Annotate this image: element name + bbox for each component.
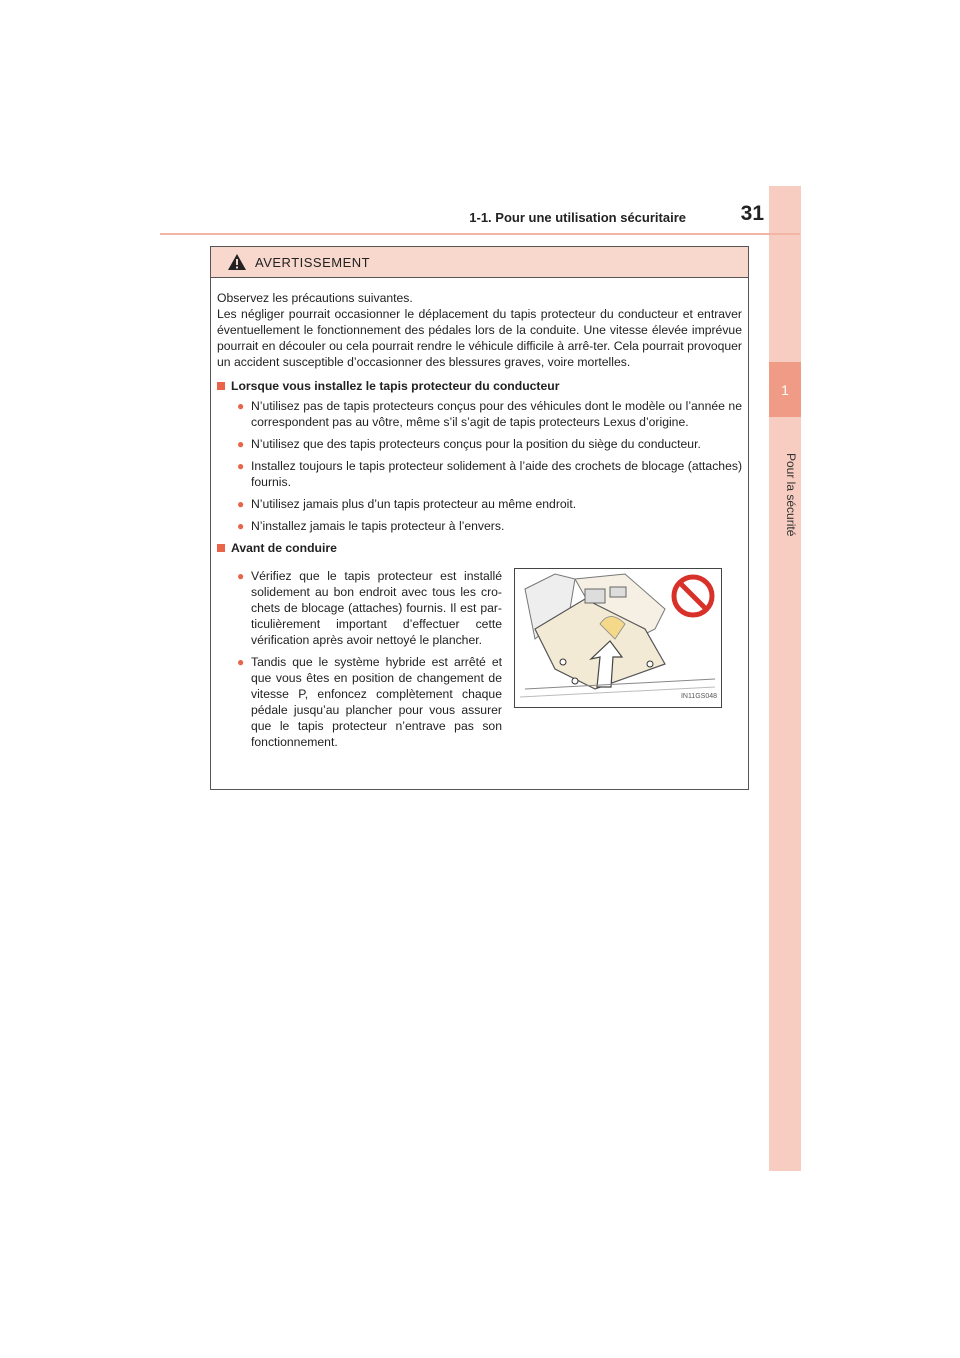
bullet-dot-icon: ● <box>237 655 245 669</box>
section-title: 1-1. Pour une utilisation sécuritaire <box>469 210 686 225</box>
bullet-dot-icon: ● <box>237 459 245 473</box>
bullet-list <box>217 398 742 534</box>
chapter-side-tab <box>769 186 801 1171</box>
intro-paragraph: Les négliger pourrait occasionner le déplacement du tapis protecteur du conducteur et entraver éventuellement le fonctionnement des pédales lors de la conduite. Une vitesse élevée imprévue pourrait en découler ou cela pourrait rendre le véhicule difficile à arrê-ter. Cela pourrait provoquer un accident susceptible d’occasionner des blessures graves, voire mortelles. <box>217 307 742 369</box>
section-heading <box>217 540 742 556</box>
floor-mat-drawing <box>515 569 721 707</box>
chapter-label: Pour la sécurité <box>784 453 798 537</box>
list-item-text: Tandis que le système hybride est arrêté et que vous êtes en position de changement de vitesse P, enfoncez complètement chaque pédale jusqu’au plancher pour vous assurer que le tapis protecteur n’entrave pas son fonctionnement. <box>251 655 502 749</box>
list-item-text: Vérifiez que le tapis protecteur est installé solidement au bon endroit avec tous les cro-chets de blocage (attaches) fournis. Il est par-ticulièrement important d’effectuer cette vérification après avoir nettoyé le plancher. <box>251 569 502 647</box>
list-item <box>237 496 742 512</box>
list-item-text: N’utilisez pas de tapis protecteurs conçus pour des véhicules dont le modèle ou l’année ne correspondent pas au vôtre, même s’il s’agit de tapis protecteurs Lexus d’origine. <box>251 399 742 429</box>
warning-intro <box>217 290 742 370</box>
square-bullet-icon <box>217 382 225 390</box>
section-two-columns <box>217 560 742 756</box>
section-heading-text: Lorsque vous installez le tapis protecteur du conducteur <box>231 379 560 393</box>
list-item <box>237 436 742 452</box>
page-number: 31 <box>740 202 764 225</box>
list-item <box>237 518 742 534</box>
bullet-dot-icon: ● <box>237 437 245 451</box>
square-bullet-icon <box>217 544 225 552</box>
bullet-dot-icon: ● <box>237 399 245 413</box>
warning-box <box>210 246 749 790</box>
floor-mat-illustration <box>514 568 722 708</box>
list-item-text: N’utilisez jamais plus d’un tapis protecteur au même endroit. <box>251 497 577 511</box>
bullet-dot-icon: ● <box>237 519 245 533</box>
warning-header <box>211 247 748 278</box>
warning-body <box>211 278 748 756</box>
warning-triangle-icon <box>227 253 247 271</box>
list-item-text: N’utilisez que des tapis protecteurs conçus pour la position du siège du conducteur. <box>251 437 701 451</box>
bullet-dot-icon: ● <box>237 569 245 583</box>
list-item-text: Installez toujours le tapis protecteur solidement à l’aide des crochets de blocage (attaches) fournis. <box>251 459 742 489</box>
list-item <box>237 654 502 750</box>
illustration-code: IN11GS048 <box>680 693 717 700</box>
prohibited-icon <box>674 577 712 615</box>
warning-title: AVERTISSEMENT <box>255 254 371 270</box>
list-item <box>237 398 742 430</box>
intro-line: Observez les précautions suivantes. <box>217 291 413 305</box>
bullet-dot-icon: ● <box>237 497 245 511</box>
section-heading <box>217 378 742 394</box>
bullet-list <box>217 560 502 750</box>
chapter-number: 1 <box>769 362 801 417</box>
section-heading-text: Avant de conduire <box>231 541 337 555</box>
list-item-text: N’installez jamais le tapis protecteur à l’envers. <box>251 519 505 533</box>
section-text-column <box>217 560 502 756</box>
header-divider <box>160 233 800 235</box>
list-item <box>237 568 502 648</box>
list-item <box>237 458 742 490</box>
